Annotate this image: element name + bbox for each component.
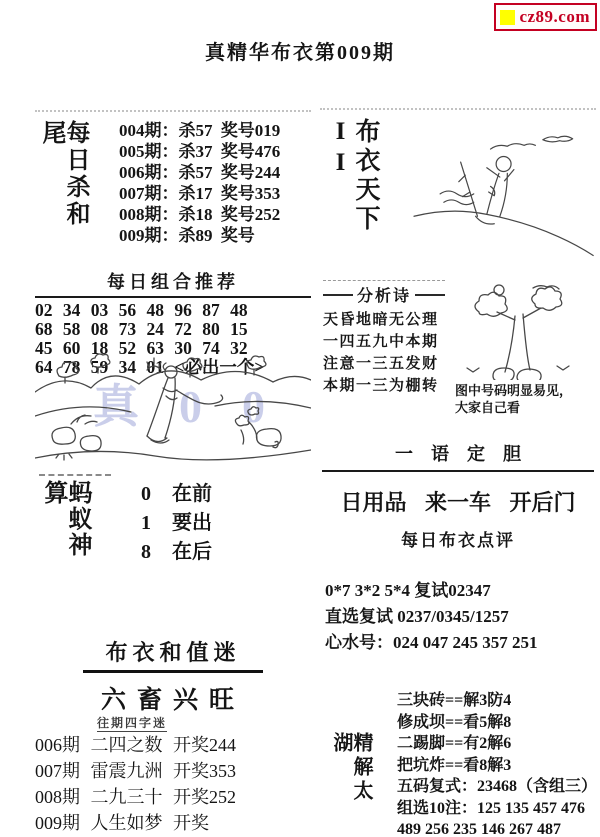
ant-oracle-section: [35, 474, 311, 580]
oneword-main: 日用品 来一车 开后门: [340, 490, 576, 515]
taihu-line: 三块砖==解3防4: [397, 692, 512, 709]
riddle-row: 009期 人生如梦 开奖: [35, 813, 209, 833]
taihu-line: 489 256 235 146 267 487: [397, 821, 561, 837]
drawing-caption: 图中号码明显易见， 大家自己看: [455, 383, 573, 415]
yellow-square-icon: [500, 10, 515, 25]
landscape-figure-drawing: [35, 344, 311, 472]
kill-tail-row: 008期：杀18 奖号252: [119, 205, 281, 224]
past-riddles-rows: [35, 732, 311, 836]
taihu-title: 精解太湖: [330, 732, 372, 804]
landscape-drawing: [35, 344, 311, 472]
ant-oracle-title: 蚂蚁神算: [40, 480, 90, 558]
site-link-label: cz89.com: [519, 7, 590, 26]
ant-row: 8 在后: [141, 541, 212, 563]
poem-lines: [323, 309, 445, 397]
fushi-line: 直选复试 0237/0345/1257: [325, 607, 509, 626]
taihu-line: 二踢脚==有2解6: [397, 735, 512, 752]
kill-tail-row: 005期：杀37 奖号476: [119, 142, 281, 161]
combo-title: 每日组合推荐: [35, 268, 311, 298]
analysis-poem-section: [323, 280, 597, 416]
oneword-title: 一语定胆: [322, 440, 594, 472]
kill-tail-row: 009期：杀89 奖号: [119, 226, 255, 245]
oneword-section: [322, 440, 594, 551]
poem-line: 注意一三五发财: [323, 356, 439, 372]
poem-title: 分析诗: [323, 283, 445, 306]
stick-figure-drawing: [386, 122, 596, 262]
ant-row: 0 在前: [141, 483, 212, 505]
page-title: 真精华布衣第009期: [205, 42, 395, 64]
duplex-picks-section: [325, 578, 593, 656]
poem-line: 本期一三为棚转: [323, 378, 439, 394]
poem-line: 一四五九中本期: [323, 334, 439, 350]
oneword-sub: 每日布衣点评: [401, 531, 515, 550]
combo-row: 64 78 59 34 01 <必出一个>: [35, 357, 265, 377]
past-riddles-header: 往期四字迷: [97, 716, 168, 730]
kill-tail-rows: [119, 120, 280, 248]
watermark: 真00: [93, 381, 305, 432]
kill-tail-row: 004期：杀57 奖号019: [119, 121, 281, 140]
taihu-line: 五码复式：23468（含组三）: [397, 778, 598, 795]
site-link[interactable]: [494, 3, 597, 31]
tianxia-title: 布衣天下II: [327, 118, 379, 234]
tree-drawing: [455, 280, 585, 380]
hezhi-answer: 六畜兴旺: [100, 687, 245, 714]
hezhi-riddle-section: [35, 636, 311, 716]
taihu-line: 把坑炸==看8解3: [397, 756, 512, 774]
taihu-section: [325, 690, 597, 837]
poem-line: 天昏地暗无公理: [323, 312, 439, 328]
taihu-line: 组选10注：125 135 457 476: [397, 799, 586, 817]
riddle-row: 008期 二九三十 开奖252: [35, 787, 236, 807]
riddle-row: 006期 二四之数 开奖244: [35, 735, 236, 755]
combo-row: 45 60 18 52 63 30 74 32: [35, 338, 248, 358]
combo-row: 02 34 03 56 48 96 87 48: [35, 300, 248, 320]
riddle-row: 007期 雷震九洲 开奖353: [35, 761, 236, 781]
ant-row: 1 要出: [141, 512, 212, 534]
kill-tail-row: 006期：杀57 奖号244: [119, 163, 281, 182]
tianxia-section: [320, 108, 596, 262]
daily-kill-tail-section: [35, 110, 311, 248]
fushi-line: 0*7 3*2 5*4 复试02347: [325, 581, 491, 600]
taihu-rows: [397, 690, 597, 837]
kill-tail-row: 007期：杀17 奖号353: [119, 184, 281, 203]
hezhi-title: 布衣和值迷: [83, 636, 262, 673]
past-riddles-section: [35, 714, 311, 836]
taihu-line: 修成坝==看5解8: [397, 713, 512, 731]
combo-row: 68 58 08 73 24 72 80 15: [35, 319, 248, 339]
fushi-line: 心水号：024 047 245 357 251: [325, 633, 538, 652]
kill-tail-title: 每日杀和尾: [38, 120, 88, 228]
dashed-divider: [39, 474, 111, 476]
ant-oracle-rows: [141, 480, 212, 580]
